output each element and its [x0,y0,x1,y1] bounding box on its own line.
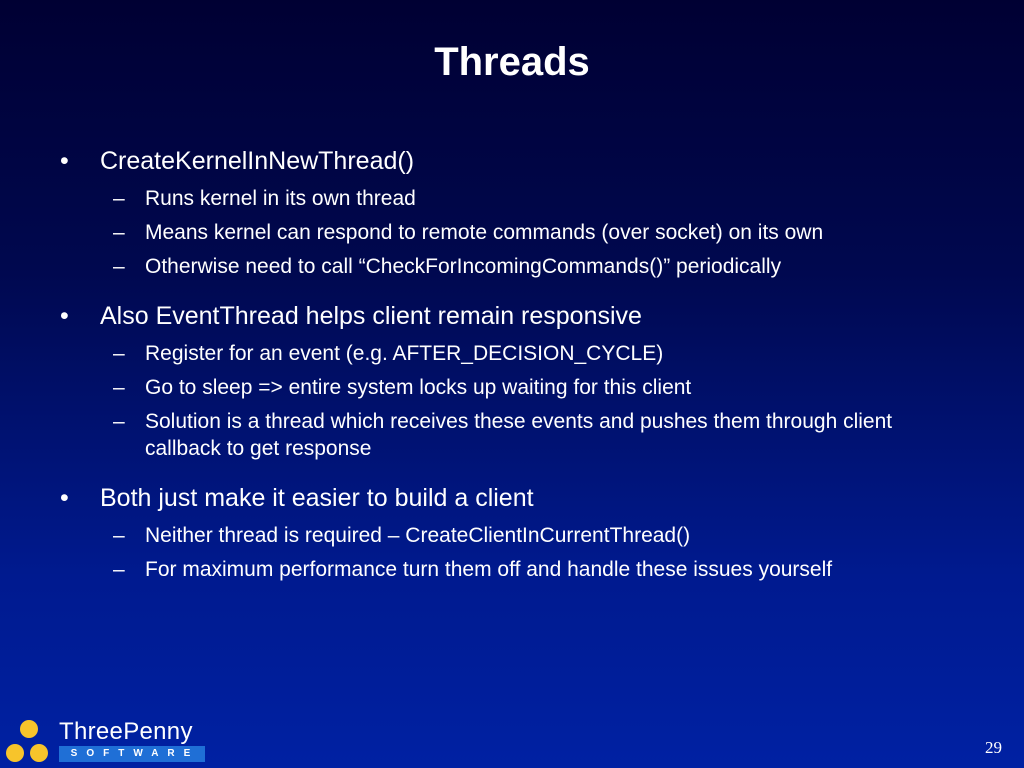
bullet-text: Both just make it easier to build a client [100,484,534,512]
sub-item-text: Register for an event (e.g. AFTER_DECISION_CYCLE) [145,342,664,365]
sub-item-text: Go to sleep => entire system locks up waiting for this client [145,376,692,399]
bullet-icon: • [60,484,69,512]
logo-brand-name: ThreePenny [59,718,193,745]
bullet-item [0,299,930,333]
bullet-section-1 [0,144,1024,280]
dash-icon: – [113,187,125,210]
sub-item [0,185,925,212]
sub-item [0,374,925,401]
logo-dot-icon [20,720,38,738]
sub-item-text: Means kernel can respond to remote commands (over socket) on its own [145,221,824,244]
dash-icon: – [113,524,125,547]
sub-item [0,340,925,367]
slide-title: Threads [434,40,590,84]
sub-item-text: Neither thread is required – CreateClientInCurrentThread() [145,524,691,547]
dash-icon: – [113,558,125,581]
bullet-section-3 [0,481,1024,583]
sub-item-text: Otherwise need to call “CheckForIncomingCommands()” periodically [145,255,782,278]
dash-icon: – [113,410,125,433]
logo-tagline: SOFTWARE [59,746,205,762]
logo-dot-icon [30,744,48,762]
bullet-item [0,481,930,515]
sub-item-text: Solution is a thread which receives these events and pushes them through client callback to get response [145,410,893,460]
sub-item [0,522,925,549]
sub-item [0,556,925,583]
threepenny-logo [6,718,206,766]
sub-item [0,219,925,246]
dash-icon: – [113,376,125,399]
slide-content [0,144,1024,602]
dash-icon: – [113,342,125,365]
page-number: 29 [985,738,1002,757]
dash-icon: – [113,221,125,244]
sub-item-text: For maximum performance turn them off and handle these issues yourself [145,558,833,581]
bullet-section-2 [0,299,1024,462]
sub-item-text: Runs kernel in its own thread [145,187,416,210]
bullet-item [0,144,930,178]
sub-item [0,408,925,462]
dash-icon: – [113,255,125,278]
bullet-text: CreateKernelInNewThread() [100,147,415,175]
bullet-icon: • [60,147,69,175]
bullet-text: Also EventThread helps client remain responsive [100,302,642,330]
sub-item [0,253,925,280]
logo-dot-icon [6,744,24,762]
bullet-icon: • [60,302,69,330]
